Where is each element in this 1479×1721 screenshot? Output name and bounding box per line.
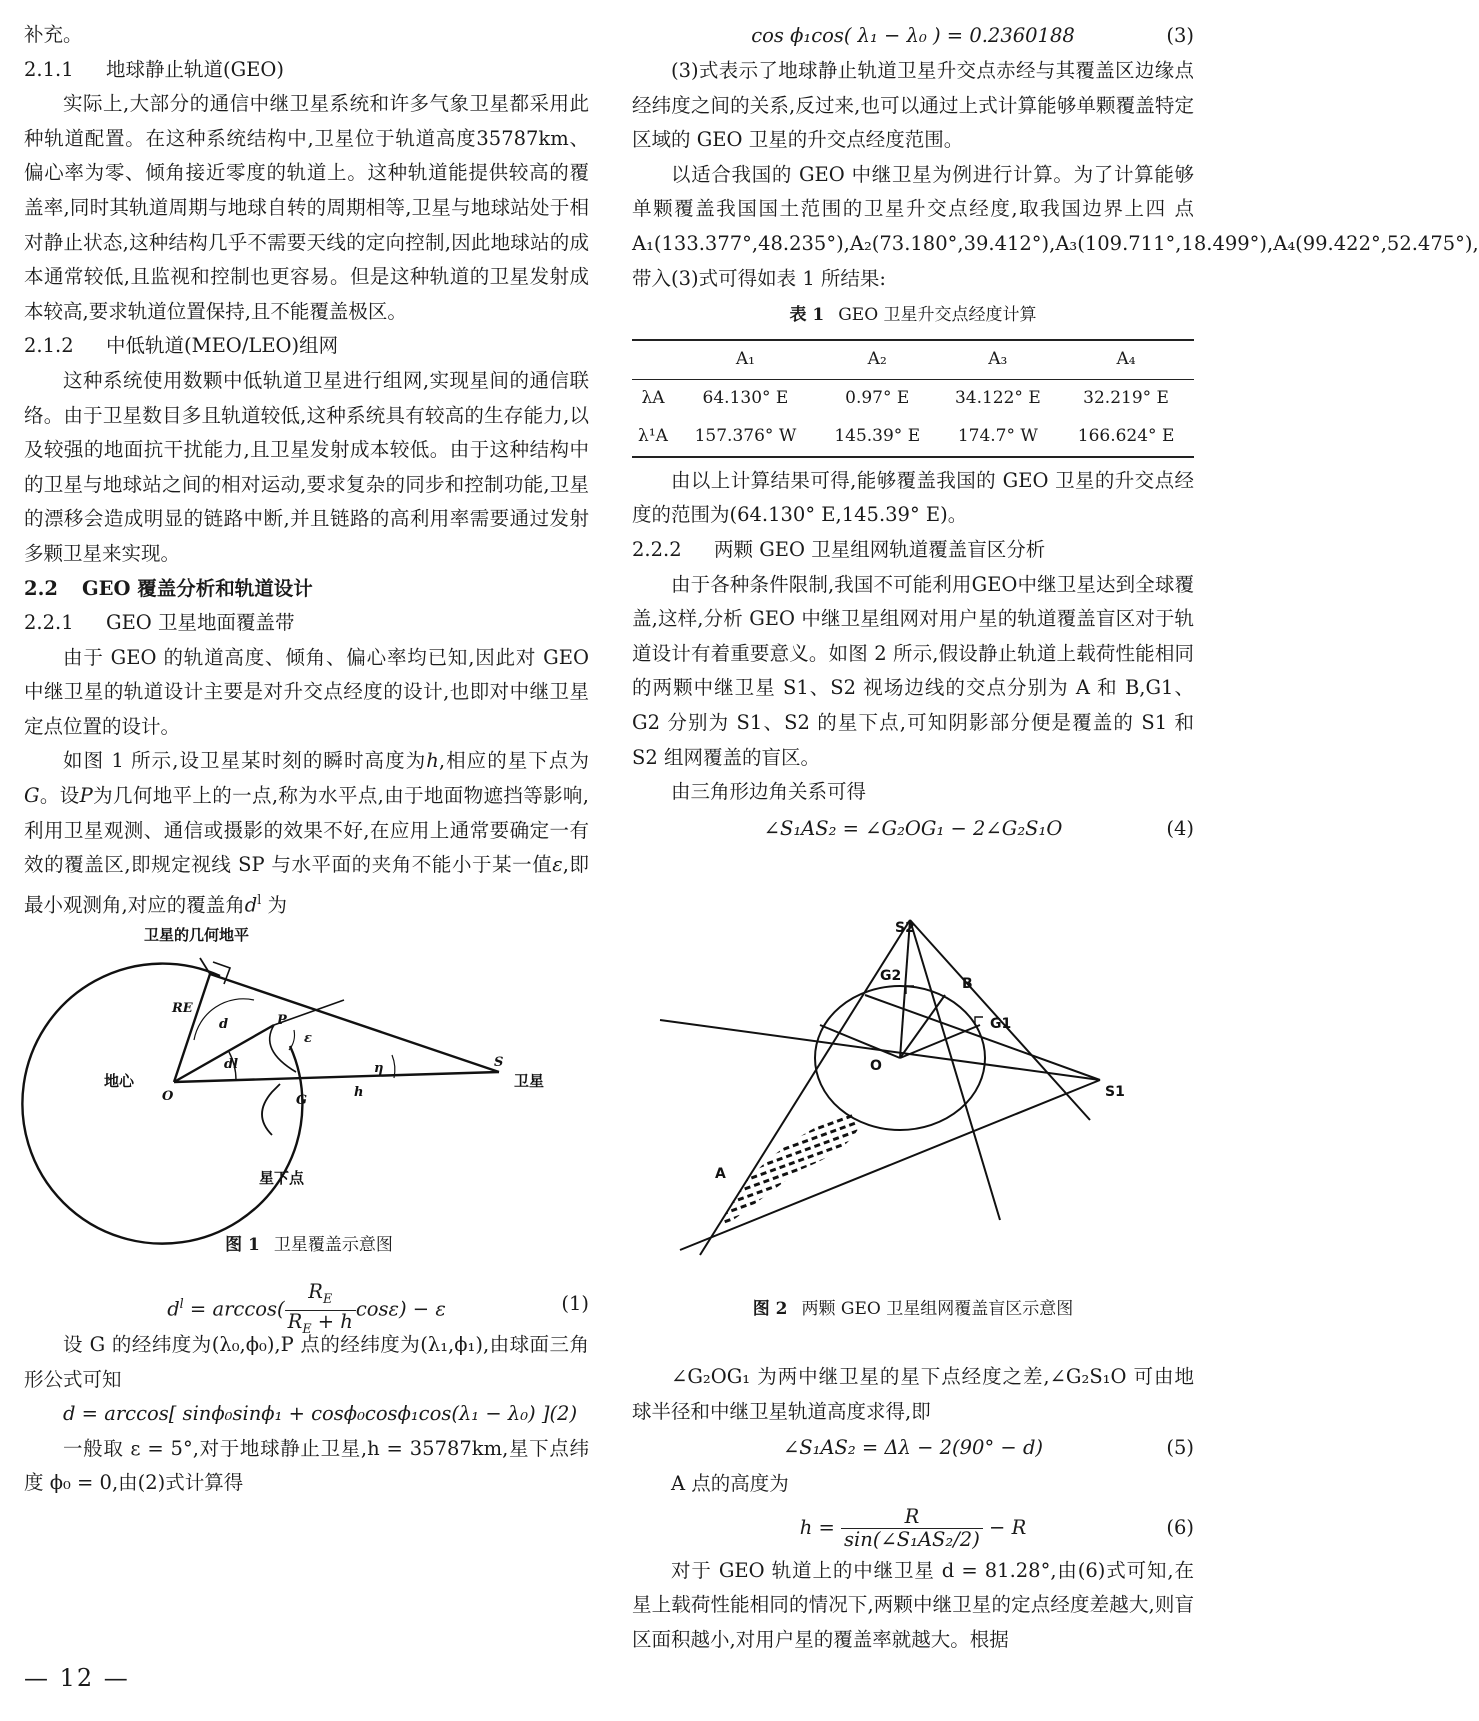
section-number: 2.1.1 — [24, 57, 74, 81]
s2-outer-edge — [910, 920, 1000, 1220]
equation-3: cos ϕ₁cos( λ₁ − λ₀ ) = 0.2360188 (3) — [751, 24, 1194, 47]
section-2-2-heading — [24, 572, 589, 607]
table-1-caption: 表 1 GEO 卫星升交点经度计算 — [789, 305, 1037, 326]
svg-text:O: O — [870, 1058, 882, 1074]
s1-tangent — [865, 995, 1100, 1080]
svg-text:G: G — [296, 1093, 308, 1108]
svg-text:S2: S2 — [895, 920, 915, 936]
section-2-1-1-heading — [24, 53, 589, 88]
svg-text:ε: ε — [304, 1031, 312, 1046]
label-subpoint: 星下点 — [259, 1169, 305, 1187]
section-2-2-2-heading — [632, 533, 1194, 568]
section-title: 两颗 GEO 卫星组网轨道覆盖盲区分析 — [714, 537, 1046, 561]
blind-zone — [720, 1110, 860, 1230]
equation-6: h = $\frac{R}{\text{sin(∠S₁AS₂/2)}}$ − R (6) — [799, 1504, 1194, 1551]
paragraph-coverage-angle: 如图 1 所示,设卫星某时刻的瞬时高度为h,相应的星下点为G。设P为几何地平上的一点,称为水平点,由于地面物遮挡等影响,利用卫星观测、通信或摄影的效果不好,在应用上通常要确定一有效的覆盖区,即规定视线 SP 与水平面的夹角不能小于某一值ε,即最小观测角,对应的覆盖角$d^l$ 为 — [24, 749, 589, 917]
section-title: 中低轨道(MEO/LEO)组网 — [106, 334, 339, 358]
equation-5: ∠S₁AS₂ = Δλ − 2(90° − d) (5) — [782, 1436, 1194, 1460]
svg-text:B: B — [962, 976, 973, 992]
paragraph-continuation: 补充。 — [24, 23, 83, 46]
paragraph-geo: 实际上,大部分的通信中继卫星系统和许多气象卫星都采用此种轨道配置。在这种系统结构中,卫星位于轨道高度35787km、偏心率为零、倾角接近零度的轨道上。这种轨道能提供较高的覆盖率,同时其轨道周期与地球自转的周期相等,卫星与地球站处于相对静止状态,这种结构几乎不需要天线的定向控制,因此地球站的成本通常较低,且监视和控制也更容易。但是这种轨道的卫星发射成本较高,要求轨道位置保持,且不能覆盖极区。 — [24, 92, 589, 323]
equation-2: d = arccos[ sinϕ₀sinϕ₁ + cosϕ₀cosϕ₁cos(λ₁ − λ₀) ](2) — [63, 1402, 578, 1426]
section-title: 地球静止轨道(GEO) — [106, 57, 285, 81]
paragraph-triangle: 由三角形边角关系可得 — [671, 780, 867, 804]
svg-text:S1: S1 — [1105, 1084, 1125, 1100]
center-satellite-line — [174, 1072, 499, 1082]
right-column-bottom — [632, 1292, 1194, 1337]
section-number: 2.1.2 — [24, 334, 74, 358]
s2-center-line — [900, 920, 910, 1058]
radius-1 — [820, 1025, 900, 1058]
page-number: — 12 — — [24, 1664, 130, 1692]
section-2-1-2-heading — [24, 329, 589, 364]
svg-text:dl: dl — [224, 1057, 239, 1072]
paragraph-conclusion: 对于 GEO 轨道上的中继卫星 d = 81.28°,由(6)式可知,在星上载荷性能相同的情况下,两颗中继卫星的定点经度差越大,则盲区面积越小,对用户星的覆盖率就越大。根据 — [632, 1558, 1194, 1651]
right-column — [632, 18, 1479, 848]
svg-text:G1: G1 — [990, 1016, 1012, 1032]
equation-4: ∠S₁AS₂ = ∠G₂OG₁ − 2∠G₂S₁O (4) — [763, 816, 1194, 840]
table-1 — [632, 339, 1194, 458]
paragraph-angle-diff: ∠G₂OG₁ 为两中继卫星的星下点经度之差,∠G₂S₁O 可由地球半径和中继卫星轨道高度求得,即 — [632, 1365, 1194, 1423]
paragraph-blind-zone: 由于各种条件限制,我国不可能利用GEO中继卫星达到全球覆盖,这样,分析 GEO 中继卫星组网对用户星的轨道覆盖盲区对于轨道设计有着重要意义。如图 2 所示,假设静止轨道上载荷性能相同的两颗中继卫星 S1、S2 视场边线的交点分别为 A 和 B,G1、G2 分别为 S1、S2 的星下点,可知阴影部分便是覆盖的 S1 和 S2 组网覆盖的盲区。 — [632, 572, 1194, 769]
horizon-line — [210, 974, 499, 1072]
svg-text:S: S — [494, 1055, 504, 1070]
paragraph-range: 由以上计算结果可得,能够覆盖我国的 GEO 卫星的升交点经度的范围为(64.130° E,145.39° E)。 — [632, 468, 1194, 527]
svg-text:RE: RE — [172, 1001, 193, 1016]
section-number: 2.2.1 — [24, 611, 74, 635]
figure-2 — [700, 920, 1140, 1290]
paragraph-spherical: 设 G 的经纬度为(λ₀,ϕ₀),P 点的经纬度为(λ₁,ϕ₁),由球面三角形公式可知 — [24, 1333, 589, 1391]
section-number: 2.2.2 — [632, 537, 682, 561]
left-column-bottom — [24, 1280, 589, 1501]
paragraph-meo-leo: 这种系统使用数颗中低轨道卫星进行组网,实现星间的通信联络。由于卫星数目多且轨道较低,这种系统具有较高的生存能力,以及较强的地面抗干扰能力,且卫星发射成本较低。由于这种结构中的卫星与地球站之间的相对运动,要求复杂的同步和控制功能,卫星的漂移会造成明显的链路中断,并且链路的高利用率需要通过发射多颗卫星来实现。 — [24, 368, 589, 565]
paragraph-geo-design: 由于 GEO 的轨道高度、倾角、偏心率均已知,因此对 GEO 中继卫星的轨道设计主要是对升交点经度的设计,也即对中继卫星定点位置的设计。 — [24, 645, 589, 738]
svg-text:P: P — [277, 1013, 287, 1028]
right-column-bottom-text — [632, 1360, 1194, 1658]
s2-left-edge — [700, 920, 910, 1255]
table-header-row: A₁ A₂ A₃ A₄ — [632, 340, 1194, 380]
label-satellite: 卫星 — [514, 1072, 545, 1090]
left-column — [24, 18, 589, 923]
figure-2-caption: 图 2 两颗 GEO 卫星组网覆盖盲区示意图 — [752, 1299, 1074, 1319]
paragraph-example: 以适合我国的 GEO 中继卫星为例进行计算。为了计算能够单颗覆盖我国国土范围的卫星升交点经度,取我国边界上四 点 A₁(133.377°,48.235°),A₂(73.180°,39.412°),A₃(109.711°,18.499°),A₄(99.422°,52.475°),带入(3)式可得如表 1 所结果: — [632, 162, 1479, 290]
paragraph-eq3: (3)式表示了地球静止轨道卫星升交点赤经与其覆盖区边缘点经纬度之间的关系,反过来,也可以通过上式计算能够单颗覆盖特定区域的 GEO 卫星的升交点经度范围。 — [632, 59, 1194, 152]
figure-1-caption: 图 1 卫星覆盖示意图 — [225, 1235, 393, 1255]
paragraph-calc: 一般取 ε = 5°,对于地球静止卫星,h = 35787km,星下点纬度 ϕ₀ = 0,由(2)式计算得 — [24, 1436, 589, 1495]
svg-text:d: d — [219, 1017, 229, 1032]
equation-1: $d^l = \arccos$( $\frac{R_E}{R_E + h}$ cosε) − ε (1) — [167, 1279, 589, 1336]
svg-text:G2: G2 — [880, 968, 902, 984]
figure-1 — [24, 900, 594, 1255]
section-2-2-1-heading — [24, 606, 589, 641]
paragraph-a-height: A 点的高度为 — [671, 1472, 789, 1496]
section-number: 2.2 — [24, 576, 58, 600]
label-horizon: 卫星的几何地平 — [144, 926, 250, 944]
svg-text:O: O — [162, 1089, 174, 1104]
figure-1-diagram — [24, 900, 594, 1230]
svg-text:η: η — [374, 1061, 384, 1076]
svg-text:h: h — [354, 1085, 364, 1100]
table-row: λ¹A 157.376° W 145.39° E 174.7° W 166.624° E — [632, 418, 1194, 457]
section-title: GEO 覆盖分析和轨道设计 — [82, 576, 313, 600]
label-center: 地心 — [104, 1072, 135, 1090]
table-row: λA 64.130° E 0.97° E 34.122° E 32.219° E — [641, 388, 1169, 409]
s1-bottom-edge — [680, 1080, 1100, 1250]
section-title: GEO 卫星地面覆盖带 — [106, 611, 295, 635]
svg-text:A: A — [715, 1166, 726, 1182]
figure-2-diagram — [700, 920, 1140, 1290]
